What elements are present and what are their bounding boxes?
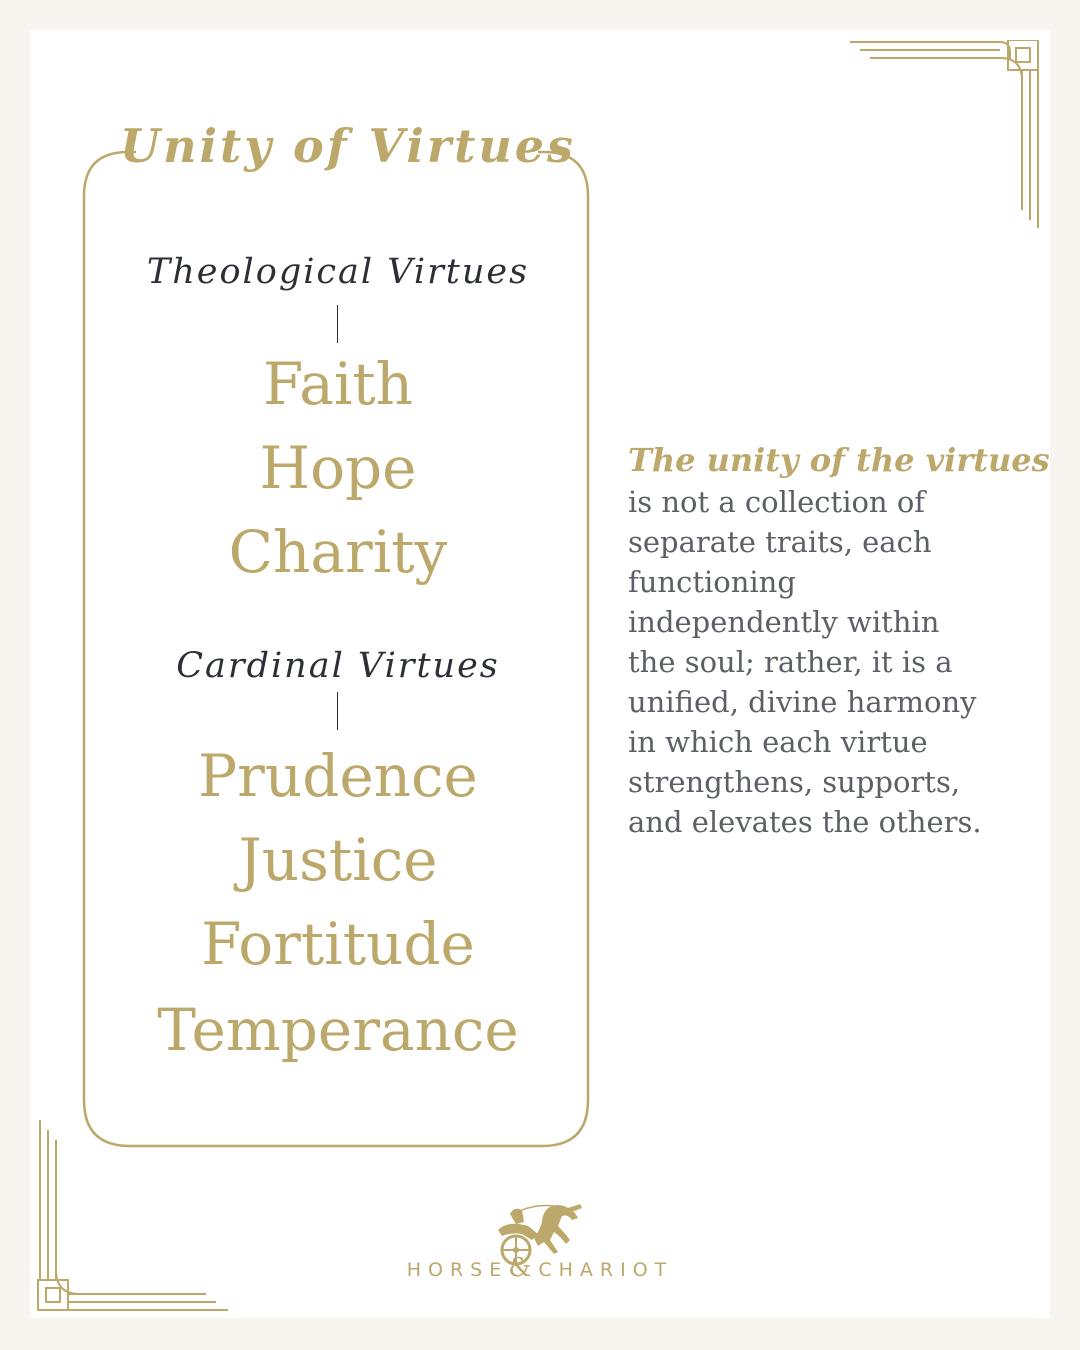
virtue-faith: Faith (262, 350, 414, 418)
virtue-charity: Charity (228, 518, 448, 586)
virtue-justice: Justice (238, 826, 438, 894)
description-line: independently within (628, 605, 940, 639)
brand-word-horse: HORSE (406, 1259, 509, 1281)
description-lead: The unity of the virtues (628, 441, 1050, 479)
theological-connector-line (337, 305, 338, 343)
description-line: and elevates the others. (628, 805, 982, 839)
brand-word-chariot: CHARIOT (538, 1259, 674, 1281)
virtue-hope: Hope (259, 434, 417, 502)
corner-ornament-top-right (850, 40, 1042, 230)
cardinal-connector-line (337, 692, 338, 730)
virtue-fortitude: Fortitude (201, 910, 475, 978)
description-line: unified, divine harmony (628, 685, 977, 719)
description-block (628, 438, 1050, 842)
frame-title: Unity of Virtues (120, 119, 576, 173)
virtue-prudence: Prudence (198, 742, 478, 810)
cardinal-virtues-heading: Cardinal Virtues (176, 646, 500, 686)
brand-logo (380, 1200, 700, 1290)
brand-ampersand: & (508, 1253, 539, 1283)
description-line: is not a collection of (628, 485, 926, 519)
description-line: strengthens, supports, (628, 765, 961, 799)
description-line: in which each virtue (628, 725, 928, 759)
brand-wordmark (380, 1253, 700, 1283)
description-line: functioning (628, 565, 796, 599)
description-line: separate traits, each (628, 525, 932, 559)
virtue-temperance: Temperance (157, 996, 519, 1064)
description-line: the soul; rather, it is a (628, 645, 953, 679)
theological-virtues-heading: Theological Virtues (146, 252, 530, 292)
